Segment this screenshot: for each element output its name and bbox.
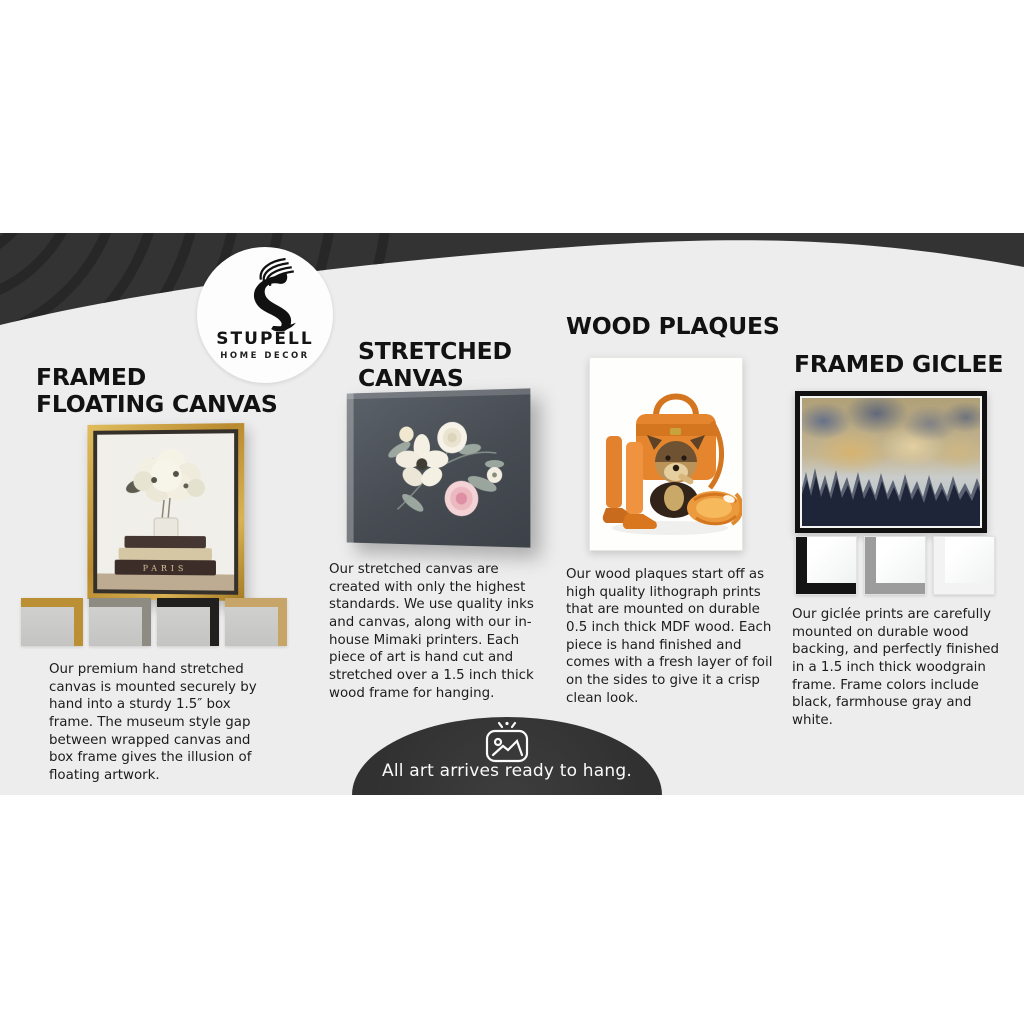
ready-to-hang-picture-icon xyxy=(483,721,531,763)
frame-swatch-black xyxy=(795,536,857,595)
roses-artwork xyxy=(347,388,531,547)
product-title-framed-floating-canvas xyxy=(36,364,278,419)
title-line: CANVAS xyxy=(358,364,464,393)
stupell-logo-icon xyxy=(234,257,296,331)
product-title-wood-plaques xyxy=(566,313,780,340)
abstract-navy-gold-artwork xyxy=(802,398,980,526)
frame-swatch-pewter xyxy=(89,598,151,646)
top-wave-graphic xyxy=(0,233,1024,345)
title-line: FRAMED GICLEE xyxy=(794,350,1004,378)
logo-badge xyxy=(197,247,333,383)
brand-name: STUPELL xyxy=(216,329,314,349)
product-title-framed-giclee xyxy=(794,351,1003,378)
frame-swatch-white xyxy=(933,536,995,595)
frame-swatch-gold xyxy=(21,598,83,646)
canvas-side-wrap xyxy=(347,393,354,542)
product-description-framed-giclee: Our giclée prints are carefully mounted on durable wood backing, and perfectly finished in a 1.5 inch thick woodgrain frame. Frame colors include black, farmhouse gray and white. xyxy=(792,607,1000,729)
book-spine-label: PARIS xyxy=(142,563,188,574)
title-line: FRAMED xyxy=(36,363,147,391)
frame-color-swatches-floating xyxy=(21,598,287,646)
footer-message: All art arrives ready to hang. xyxy=(382,761,632,781)
framed-giclee-product-image xyxy=(795,391,987,533)
frame-color-swatches-giclee xyxy=(795,536,995,595)
title-line: WOOD PLAQUES xyxy=(566,312,780,340)
title-line: FLOATING CANVAS xyxy=(36,390,278,419)
frame-swatch-farmhouse-gray xyxy=(864,536,926,595)
stretched-canvas-product-image xyxy=(347,388,531,547)
yorkie-fashion-artwork xyxy=(590,358,742,550)
product-description-stretched-canvas: Our stretched canvas are created with only the highest standards. We use quality inks and canvas, along with our in-house Mimaki printers. Each piece of art is hand cut and stretched over a 1.5 inch thick wood frame for hanging. xyxy=(329,562,534,701)
product-title-stretched-canvas xyxy=(358,338,512,393)
frame-swatch-black xyxy=(157,598,219,646)
title-line: STRETCHED xyxy=(358,337,512,365)
product-description-framed-floating-canvas: Our premium hand stretched canvas is mounted securely by hand into a sturdy 1.5″ box frame. The museum style gap between wrapped canvas and box frame gives the illusion of floating artwork. xyxy=(49,662,257,784)
brand-tagline: HOME DECOR xyxy=(220,351,310,361)
floating-canvas-product-image xyxy=(87,423,244,601)
hydrangea-paris-artwork xyxy=(97,433,234,590)
frame-swatch-champagne xyxy=(225,598,287,646)
wood-plaque-product-image xyxy=(589,357,743,551)
product-description-wood-plaques: Our wood plaques start off as high quality lithograph prints that are mounted on durable 0.5 inch thick MDF wood. Each piece is hand finished and comes with a fresh layer of foil on the sides to give it a crisp clean look. xyxy=(566,567,773,706)
